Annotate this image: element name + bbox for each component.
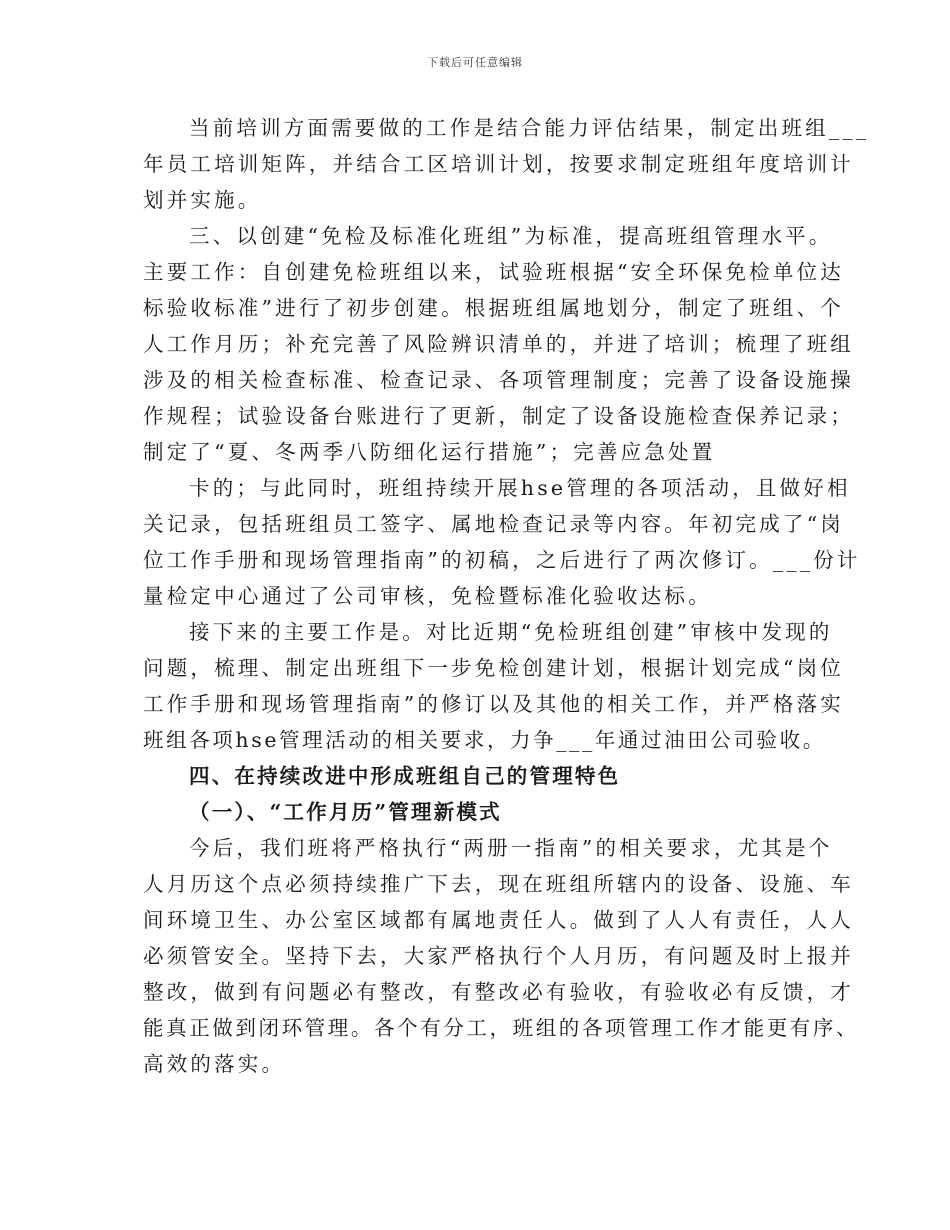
text-line: 制定了“夏、冬两季八防细化运行措施”；完善应急处置 xyxy=(143,440,716,464)
text-line: 量检定中心通过了公司审核，免检暨标准化验收达标。 xyxy=(143,584,712,608)
text-line: 工作手册和现场管理指南”的修订以及其他的相关工作，并严格落实 xyxy=(143,692,844,716)
text-line: 位工作手册和现场管理指南”的初稿，之后进行了两次修订。___份计 xyxy=(143,548,861,572)
text-line: 今后，我们班将严格执行“两册一指南”的相关要求，尤其是个 xyxy=(189,836,833,860)
text-line: 班组各项hse管理活动的相关要求，力争___年通过油田公司验收。 xyxy=(143,728,826,752)
page-header: 下载后可任意编辑 xyxy=(427,56,523,69)
text-line: 年员工培训矩阵，并结合工区培训计划，按要求制定班组年度培训计 xyxy=(143,152,854,176)
text-line: 间环境卫生、办公室区域都有属地责任人。做到了人人有责任，人人 xyxy=(143,908,854,932)
text-line: 能真正做到闭环管理。各个有分工，班组的各项管理工作才能更有序、 xyxy=(143,1016,860,1040)
text-line: 接下来的主要工作是。对比近期“免检班组创建”审核中发现的 xyxy=(189,620,833,644)
section-heading-3: 三、以创建“免检及标准化班组”为标准，提高班组管理水平。 xyxy=(189,224,833,248)
document-body xyxy=(143,110,870,1082)
text-line: 卡的；与此同时，班组持续开展hse管理的各项活动，且做好相 xyxy=(189,476,851,500)
text-line: 人月历这个点必须持续推广下去，现在班组所辖内的设备、设施、车 xyxy=(143,872,854,896)
text-line: 划并实施。 xyxy=(143,188,262,212)
text-line: 人工作月历；补充完善了风险辨识清单的，并进了培训；梳理了班组 xyxy=(143,332,854,356)
text-line: 高效的落实。 xyxy=(143,1052,286,1076)
text-line: 问题，梳理、制定出班组下一步免检创建计划，根据计划完成“岗位 xyxy=(143,656,844,680)
section-heading-4: 四、在持续改进中形成班组自己的管理特色 xyxy=(189,764,621,788)
text-line: 标验收标准”进行了初步创建。根据班组属地划分，制定了班组、个 xyxy=(143,296,844,320)
text-line: 当前培训方面需要做的工作是结合能力评估结果，制定出班组___ xyxy=(189,116,870,140)
text-line: 必须管安全。坚持下去，大家严格执行个人月历，有问题及时上报并 xyxy=(143,944,854,968)
text-line: 作规程；试验设备台账进行了更新，制定了设备设施检查保养记录； xyxy=(143,404,854,428)
text-line: 主要工作：自创建免检班组以来，试验班根据“安全环保免检单位达 xyxy=(143,260,844,284)
subsection-heading: （一）、“工作月历”管理新模式 xyxy=(189,800,502,824)
text-line: 涉及的相关检查标准、检查记录、各项管理制度；完善了设备设施操 xyxy=(143,368,854,392)
text-line: 整改，做到有问题必有整改，有整改必有验收，有验收必有反馈，才 xyxy=(143,980,854,1004)
text-line: 关记录，包括班组员工签字、属地检查记录等内容。年初完成了“岗 xyxy=(143,512,844,536)
